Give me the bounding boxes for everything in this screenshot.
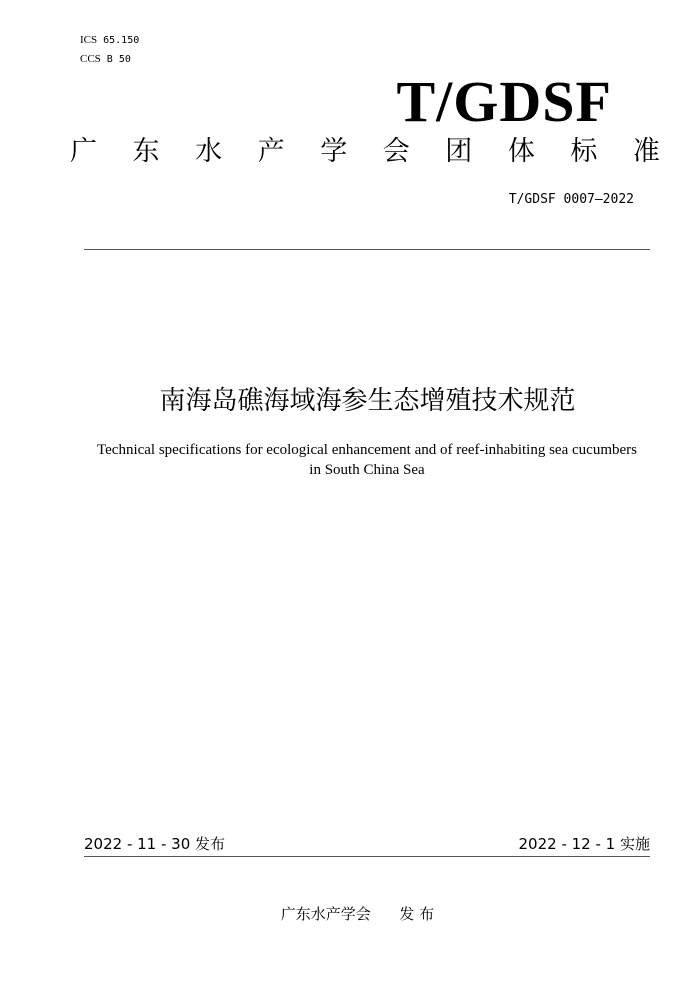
ics-line [80,33,139,48]
title-chinese: 南海岛礁海域海参生态增殖技术规范 [159,386,576,416]
organization-char: 产 [257,136,285,167]
ics-value: 65.150 [103,35,140,46]
ccs-line [80,52,131,67]
organization-char: 标 [570,136,598,167]
title-english: Technical specifications for ecological enhancement and of reef-inhabiting sea cucumbers in South China Sea [97,442,637,478]
footer-divider [84,856,650,857]
ccs-value: B 50 [106,54,131,65]
organization-name [70,132,660,172]
organization-char: 体 [507,136,535,167]
organization-char: 准 [632,136,660,167]
standard-brand-mark: T/GDSF [396,69,612,134]
organization-char: 会 [382,136,410,167]
organization-char: 广 [70,136,97,167]
issuer-line: 广东水产学会 发 布 [280,905,435,923]
ccs-label: CCS [80,53,101,65]
organization-char: 团 [445,136,473,167]
standard-code: T/GDSF 0007—2022 [508,192,634,207]
organization-char: 东 [132,136,160,167]
organization-char: 水 [195,136,223,167]
implement-date: 2022 - 12 - 1 实施 [518,835,650,853]
ics-label: ICS [80,34,98,46]
header-divider [84,249,650,250]
organization-char: 学 [320,136,348,167]
release-date: 2022 - 11 - 30 发布 [84,835,226,853]
